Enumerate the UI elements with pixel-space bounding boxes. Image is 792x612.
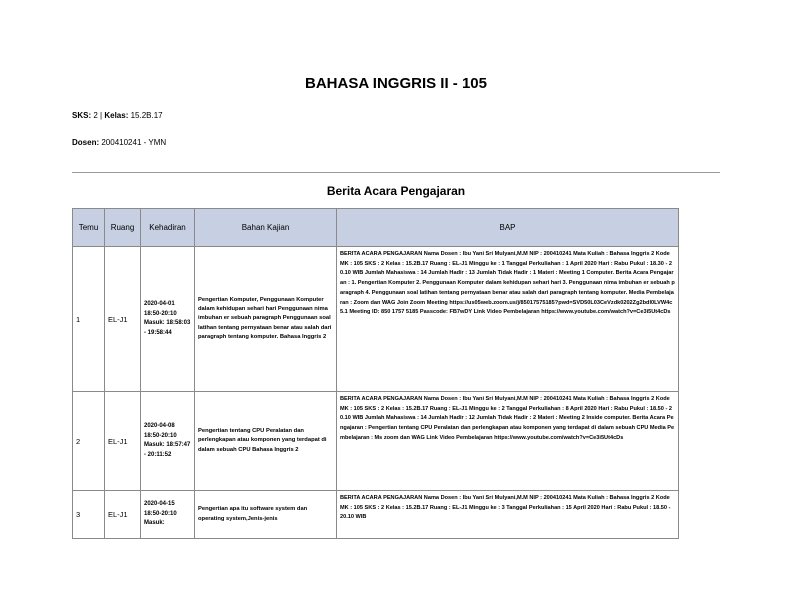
col-header-ruang: Ruang (105, 209, 141, 247)
cell-temu: 2 (73, 392, 105, 491)
bap-table (72, 208, 679, 539)
table-row (73, 392, 679, 491)
dosen-line (72, 138, 166, 147)
sks-kelas-line: SKS: 2 | Kelas: 15.2B.17 (72, 111, 163, 120)
table-row (73, 247, 679, 392)
cell-ruang: EL-J1 (105, 491, 141, 539)
kelas-label: Kelas: (104, 111, 129, 120)
document-title: BAHASA INGGRIS II - 105 (305, 75, 487, 92)
cell-bap: BERITA ACARA PENGAJARAN Nama Dosen : Ibu Yani Sri Mulyani,M.M NIP : 200410241 Mata Kuliah : Bahasa Inggris 2 Kode MK : 105 SKS : 2 Kelas : 15.2B.17 Ruang : EL-J1 Minggu ke : 1 Tanggal Perkuliahan : 1 April 2020 Hari : Rabu Pukul : 18.30 - 20.10 WIB Jumlah Mahasiswa : 14 Jumlah Hadir : 13 Jumlah Tidak Hadir : 1 Materi : Meeting 1 Computer. Berita Acara Pengajaran : 1. Pengertian Komputer 2. Penggunaan Komputer dalam kehidupan sehari hari 3. Penggunaan nima imbuhan er sebuah paragraph 4. Penggunaan soal latihan tentang pernyataan benar atau salah dari paragraph tentang komputer. Media Pembelajaran : Zoom dan WAG Join Zoom Meeting https://us05web.zoom.us/j/85017575185?pwd=SVD50L03CeVzdk0202Zg2bdl0LVW4c5.1 Meeting ID: 850 1757 5185 Passcode: FB7wDY Link Video Pembelajaran https://www.youtube.com/watch?v=Ce3i5Ut4cDs (337, 247, 679, 392)
table-row (73, 491, 679, 539)
table-header-row (73, 209, 679, 247)
cell-ruang: EL-J1 (105, 392, 141, 491)
cell-bahan-kajian: Pengertian apa itu software system dan operating system,Jenis-jenis (195, 491, 337, 539)
cell-kehadiran: 2020-04-15 18:50-20:10 Masuk: (141, 491, 195, 539)
divider-line (72, 172, 720, 173)
cell-ruang: EL-J1 (105, 247, 141, 392)
sks-label: SKS: (72, 111, 92, 120)
dosen-label: Dosen: (72, 138, 100, 147)
col-header-bap: BAP (337, 209, 679, 247)
cell-bap: BERITA ACARA PENGAJARAN Nama Dosen : Ibu Yani Sri Mulyani,M.M NIP : 200410241 Mata Kuliah : Bahasa Inggris 2 Kode MK : 105 SKS : 2 Kelas : 15.2B.17 Ruang : EL-J1 Minggu ke : 3 Tanggal Perkuliahan : 15 April 2020 Hari : Rabu Pukul : 18.50 - 20.10 WIB (337, 491, 679, 539)
col-header-kehadiran: Kehadiran (141, 209, 195, 247)
cell-bap: BERITA ACARA PENGAJARAN Nama Dosen : Ibu Yani Sri Mulyani,M.M NIP : 200410241 Mata Kuliah : Bahasa Inggris 2 Kode MK : 105 SKS : 2 Kelas : 15.2B.17 Ruang : EL-J1 Minggu ke : 2 Tanggal Perkuliahan : 8 April 2020 Hari : Rabu Pukul : 18.50 - 20.10 WIB Jumlah Mahasiswa : 14 Jumlah Hadir : 12 Jumlah Tidak Hadir : 2 Materi : Meeting 2 Inside computer. Berita Acara Pengajaran : Pengertian tentang CPU Peralatan dan perlengkapan atau komponen yang terdapat di dalam sebuah CPU Media Pembelajaran : Ms zoom dan WAG Link Video Pembelajaran https://www.youtube.com/watch?v=Ce3i5Ut4cDs (337, 392, 679, 491)
cell-bahan-kajian: Pengertian tentang CPU Peralatan dan perlengkapan atau komponen yang terdapat di dalam sebuah CPU Bahasa Inggris 2 (195, 392, 337, 491)
cell-bahan-kajian: Pengertian Komputer, Penggunaan Komputer dalam kehidupan sehari hari Penggunaan nima imbuhan er sebuah paragraph Penggunaan soal latihan tentang pernyataan benar atau salah dari paragraph tentang komputer. Bahasa Inggris 2 (195, 247, 337, 392)
col-header-temu: Temu (73, 209, 105, 247)
sks-value: 2 (93, 111, 98, 120)
cell-temu: 1 (73, 247, 105, 392)
col-header-bahan-kajian: Bahan Kajian (195, 209, 337, 247)
kelas-value: 15.2B.17 (130, 111, 163, 120)
cell-kehadiran: 2020-04-08 18:50-20:10 Masuk: 18:57:47 - 20:11:52 (141, 392, 195, 491)
cell-temu: 3 (73, 491, 105, 539)
dosen-value: 200410241 - YMN (101, 138, 167, 147)
cell-kehadiran: 2020-04-01 18:50-20:10 Masuk: 18:58:03 - 19:58:44 (141, 247, 195, 392)
section-title: Berita Acara Pengajaran (326, 184, 466, 198)
